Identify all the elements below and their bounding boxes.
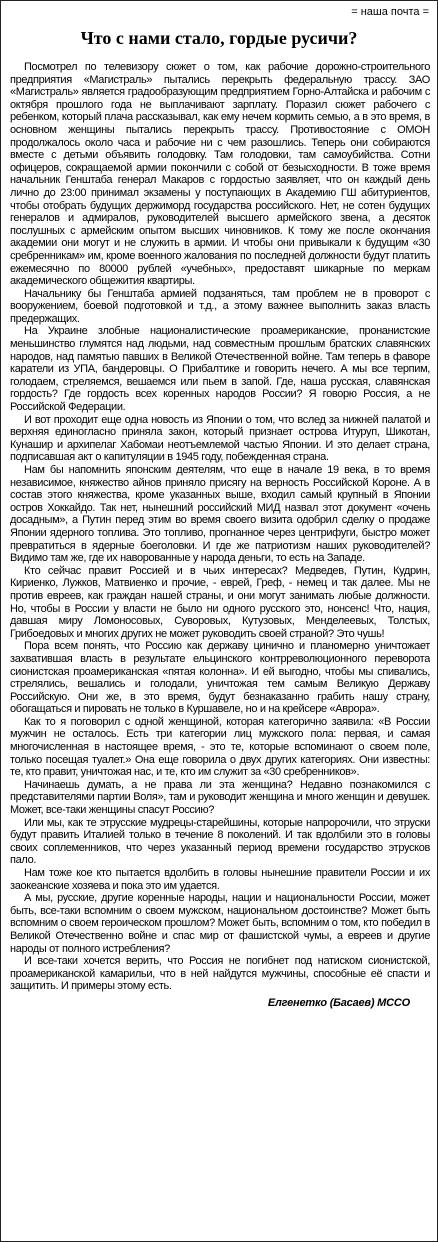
article-paragraph: Начинаешь думать, а не права ли эта женщина? Недавно познакомился с представителями партии Воля», там и руководит женщина и много женщин и девушек. Может, все-таки женщины спасут Россию? <box>10 778 430 817</box>
article-paragraph: И вот проходит еще одна новость из Японии о том, что вслед за нижней палатой и верхняя единогласно приняла закон, который признает острова Итуруп, Шикотан, Кунашир и архипелаг Хабомаи неотъемлемой частью Японии. И это делает страна, подписавшая акт о капитуляции в 1945 году, побежденная страна. <box>10 413 430 464</box>
article-paragraph: Пора всем понять, что Россию как державу цинично и планомерно уничтожает захватившая власть в результате ельцинского контрреволюционного переворота сионистская проамериканская «пятая колонна». И ей выгодно, чтобы мы спивались, стрелялись, вешались и голодали, уничтожая тем самым Великую Державу Российскую. Они же, в это время, будут безнаказанно грабить нашу страну, обогащаться и пировать не только в Куршавеле, но и на крейсере «Аврора». <box>10 640 430 716</box>
author-signature: Елгенетко (Басаев) МССО <box>267 996 410 1009</box>
article-paragraph: Нам тоже кое кто пытается вдолбить в головы нынешние правители России и их заокеанские хозяева и пока это им удается. <box>10 867 430 892</box>
article-paragraph: А мы, русские, другие коренные народы, нации и национальности России, может быть, все-таки вспомним о своем мужском, национальном достоинстве? Может быть вспомним о своем героическом прошлом? Может быть, вспомним о том, кто победил в Великой Отечественно войне и спас мир от фашистской чумы, а евреев и другие народы от полного истребления? <box>10 892 430 955</box>
article-paragraph: Кто сейчас правит Россией и в чьих интересах? Медведев, Путин, Кудрин, Кириенко, Лужков, Матвиенко и прочие, - еврей, Греф, - немец и так далее. Мы не против евреев, как граждан нашей страны, и они могут занимать любые должности. Но, чтобы в России у власти не было ни одного русского это, нонсенс! Что, нация, давшая миру Ломоносовых, Суворовых, Кутузовых, Менделеевых, Толстых, Грибоедовых и многих других не может руководить своей страной? Это чушь! <box>10 564 430 640</box>
article-paragraph: Как то я поговорил с одной женщиной, которая категорично заявила: «В России мужчин не осталось. Есть три категории лиц мужского пола: первая, и самая многочисленная в настоящее время, - это те, которые вспоминают о своем поле, только посещая туалет.» Она еще говорила о двух других категориях. Они известны: те, кто правит, уничтожая нас, и те, кто им служит за «30 сребренников». <box>10 715 430 779</box>
article-paragraph: Посмотрел по телевизору сюжет о том, как рабочие дорожно-строительного предприятия «Магистраль» пытались перекрыть федеральную трассу. ЗАО «Магистраль» является градообразующим предприятием Горно-Алтайска и рабочим с октября прошлого года не выплачивают зарплату. Поразил сюжет рабочего с ребенком, который плача рассказывал, как ему нечем кормить семью, а в это время, в основном женщины пытались перекрыть трассу. Противостояние с ОМОН продолжалось около часа и рабочие ни с чем разошлись. Теперь они собираются вместе с детьми объявить голодовку. Там голодовки, там самоубийства. Сотни офицеров, сокращаемой армии покончили с собой от безысходности. В тоже время начальник Генштаба генерал Макаров с гордостью заявляет, что он каждый день лично до 23:00 принимал экзамены у поступающих в Академию ГШ абитуриентов, чтобы отобрать будущих держиморд государства российского. Нет, не сотен будущих генералов и адмиралов, руководителей высшего армейского звена, а десяток послушных с армейским опытом высших чиновников. К тому же после окончания академии они могут и не служить в армии. И чтобы они привыкали к будущим «30 сребренникам» им, кроме военного жалования по последней должности будут платить ежемесячно по 80000 рублей «учебных», предоставят шикарные по меркам академического общежития квартиры. <box>10 61 430 288</box>
article-paragraph: Начальнику бы Генштаба армией подзаняться, там проблем не в проворот с вооружением, боевой подготовкой и т.д., а этому важнее выполнить заказ власть предержащих. <box>10 287 430 325</box>
article-paragraph: На Украине злобные националистические проамериканские, пронанистские меньшинство глумятся над людьми, над совместным прошлым братских славянских народов, над памятью павших в Великой Отечественной войне. Там теперь в фаворе каратели из УПА, бандеровцы. О Прибалтике и говорить нечего. А мы все терпим, голодаем, стреляемся, вешаемся или пьем в запой. Где, наша русская, славянская гордость? Где гордость всех коренных народов России? Я говорю Россия, а не Российской Федерации. <box>10 325 430 414</box>
article-paragraph: И все-таки хочется верить, что Россия не погибнет под натиском сионистской, проамериканской камарильи, что в ней найдутся мужчины, способные её спасти и защитить. И примеры этому есть. <box>10 955 430 993</box>
article-paragraph: Нам бы напомнить японским деятелям, что еще в начале 19 века, в то время независимое, княжество айнов приняло присягу на верность Российской Короне. А в состав этого княжества, кроме указанных выше, входил самый крупный в Японии остров Хоккайдо. Так нет, нынешний российский МИД назвал этот документ «очень досадным», а Путин перед этим во время своего визита одобрил сделку о продаже Японии ядерного топлива. Это топливо, прогнанное через центрифуги, быстро может превратиться в ядерные боеголовки. И где же патриотизм наших руководителей? Видимо там же, где их наворованные у народа деньги, то есть на Западе. <box>10 464 430 565</box>
article-body <box>10 61 430 1241</box>
article-title: Что с нами стало, гордые русичи? <box>80 28 358 48</box>
rubric-label: = наша почта = <box>351 6 429 18</box>
article-paragraph: Или мы, как те этрусские мудрецы-старейшины, которые напророчили, что этруски будут править Италией только в течение 8 поколений. И так вдолбили это в головы своих соплеменников, что через указанный период времени государство этрусков пало. <box>10 816 430 867</box>
